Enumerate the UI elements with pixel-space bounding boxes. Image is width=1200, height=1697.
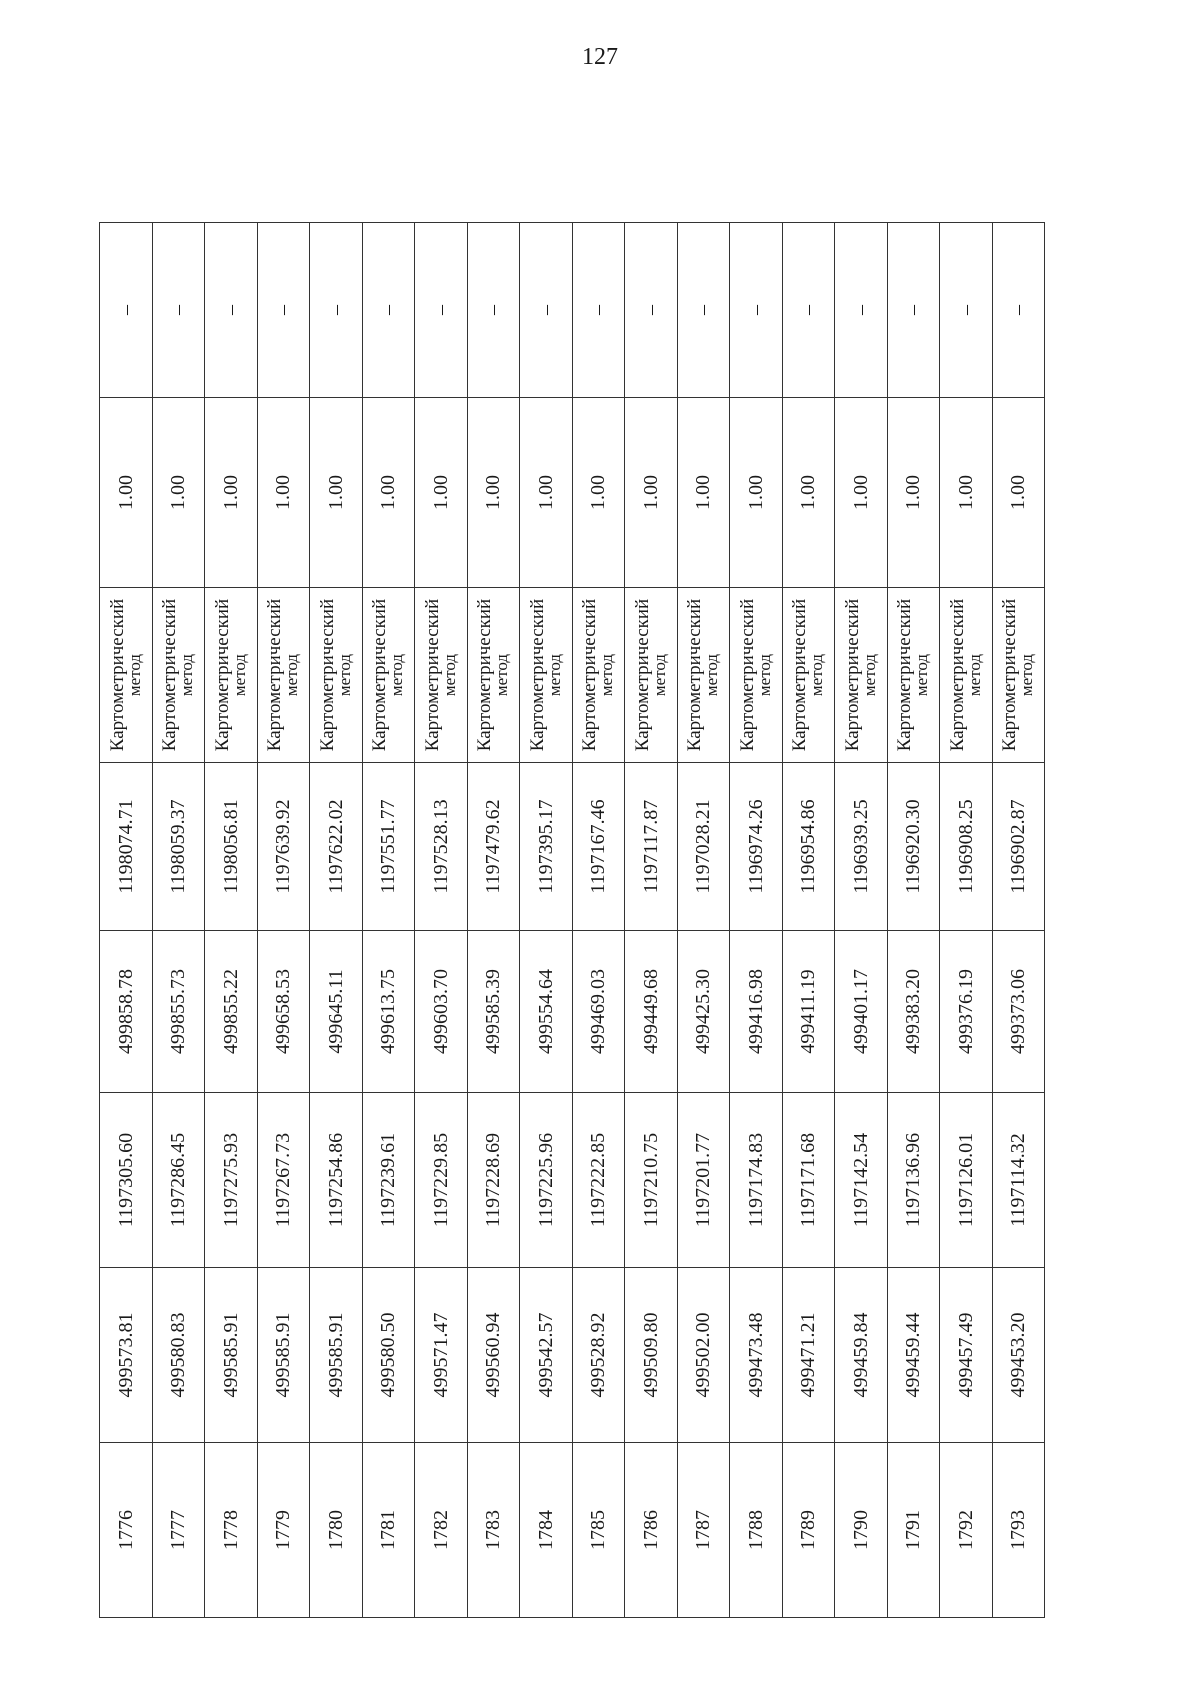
accuracy-cell: 1.00: [940, 398, 993, 588]
existing-x-cell: 499457.49: [940, 1268, 993, 1443]
method-line1: Картометрический: [841, 598, 863, 752]
method-line2: метод: [334, 653, 354, 697]
existing-x-cell: 499580.83: [152, 1268, 205, 1443]
existing-y-cell: 1197225.96: [520, 1093, 573, 1268]
accuracy-cell: 1.00: [887, 398, 940, 588]
existing-y-cell: 1197222.85: [572, 1093, 625, 1268]
existing-x-cell: 499471.21: [782, 1268, 835, 1443]
method-cell: [730, 588, 783, 763]
note-cell: –: [677, 223, 730, 398]
point-number-cell: 1791: [887, 1443, 940, 1618]
table-row: [415, 223, 468, 1618]
coordinates-table: [99, 222, 1045, 1618]
method-line1: Картометрический: [894, 598, 916, 752]
table-row: [730, 223, 783, 1618]
method-line2: метод: [859, 653, 879, 697]
new-y-cell: 1196954.86: [782, 763, 835, 931]
method-cell: [835, 588, 888, 763]
table-row: [940, 223, 993, 1618]
new-x-cell: 499554.64: [520, 931, 573, 1093]
method-line2: метод: [807, 653, 827, 697]
method-line2: метод: [1017, 653, 1037, 697]
existing-y-cell: 1197142.54: [835, 1093, 888, 1268]
new-x-cell: 499603.70: [415, 931, 468, 1093]
existing-x-cell: 499585.91: [310, 1268, 363, 1443]
method-cell: [257, 588, 310, 763]
method-line1: Картометрический: [211, 598, 233, 752]
point-number-cell: 1779: [257, 1443, 310, 1618]
method-line1: Картометрический: [421, 598, 443, 752]
point-number-cell: 1776: [100, 1443, 153, 1618]
point-number-cell: 1780: [310, 1443, 363, 1618]
rotated-table-container: [99, 223, 1045, 1618]
point-number-cell: 1777: [152, 1443, 205, 1618]
note-cell: –: [887, 223, 940, 398]
note-cell: –: [100, 223, 153, 398]
new-x-cell: 499855.73: [152, 931, 205, 1093]
method-line2: метод: [597, 653, 617, 697]
new-x-cell: 499416.98: [730, 931, 783, 1093]
table-row: [467, 223, 520, 1618]
new-x-cell: 499373.06: [992, 931, 1045, 1093]
method-line2: метод: [702, 653, 722, 697]
method-line2: метод: [124, 653, 144, 697]
method-line2: метод: [229, 653, 249, 697]
note-cell: –: [625, 223, 678, 398]
existing-y-cell: 1197126.01: [940, 1093, 993, 1268]
accuracy-cell: 1.00: [100, 398, 153, 588]
method-line1: Картометрический: [264, 598, 286, 752]
accuracy-cell: 1.00: [572, 398, 625, 588]
existing-x-cell: 499453.20: [992, 1268, 1045, 1443]
note-cell: –: [520, 223, 573, 398]
method-line1: Картометрический: [999, 598, 1021, 752]
existing-y-cell: 1197174.83: [730, 1093, 783, 1268]
note-cell: –: [730, 223, 783, 398]
point-number-cell: 1786: [625, 1443, 678, 1618]
existing-x-cell: 499528.92: [572, 1268, 625, 1443]
existing-x-cell: 499560.94: [467, 1268, 520, 1443]
existing-x-cell: 499573.81: [100, 1268, 153, 1443]
new-y-cell: 1196920.30: [887, 763, 940, 931]
new-x-cell: 499645.11: [310, 931, 363, 1093]
accuracy-cell: 1.00: [625, 398, 678, 588]
point-number-cell: 1784: [520, 1443, 573, 1618]
method-cell: [520, 588, 573, 763]
new-y-cell: 1198074.71: [100, 763, 153, 931]
accuracy-cell: 1.00: [730, 398, 783, 588]
point-number-cell: 1790: [835, 1443, 888, 1618]
new-y-cell: 1198059.37: [152, 763, 205, 931]
method-line1: Картометрический: [946, 598, 968, 752]
table-row: [362, 223, 415, 1618]
note-cell: –: [310, 223, 363, 398]
new-x-cell: 499411.19: [782, 931, 835, 1093]
point-number-cell: 1792: [940, 1443, 993, 1618]
new-x-cell: 499425.30: [677, 931, 730, 1093]
method-line1: Картометрический: [316, 598, 338, 752]
method-line1: Картометрический: [789, 598, 811, 752]
method-line2: метод: [912, 653, 932, 697]
existing-y-cell: 1197229.85: [415, 1093, 468, 1268]
new-x-cell: 499613.75: [362, 931, 415, 1093]
table-row: [677, 223, 730, 1618]
table-row: [992, 223, 1045, 1618]
new-y-cell: 1197117.87: [625, 763, 678, 931]
point-number-cell: 1793: [992, 1443, 1045, 1618]
point-number-cell: 1785: [572, 1443, 625, 1618]
existing-y-cell: 1197201.77: [677, 1093, 730, 1268]
existing-x-cell: 499509.80: [625, 1268, 678, 1443]
point-number-cell: 1789: [782, 1443, 835, 1618]
existing-x-cell: 499585.91: [257, 1268, 310, 1443]
existing-x-cell: 499580.50: [362, 1268, 415, 1443]
new-x-cell: 499383.20: [887, 931, 940, 1093]
accuracy-cell: 1.00: [520, 398, 573, 588]
existing-y-cell: 1197239.61: [362, 1093, 415, 1268]
new-x-cell: 499855.22: [205, 931, 258, 1093]
method-line2: метод: [492, 653, 512, 697]
new-y-cell: 1196908.25: [940, 763, 993, 931]
table-row: [205, 223, 258, 1618]
accuracy-cell: 1.00: [992, 398, 1045, 588]
note-cell: –: [782, 223, 835, 398]
accuracy-cell: 1.00: [257, 398, 310, 588]
new-x-cell: 499585.39: [467, 931, 520, 1093]
existing-x-cell: 499459.44: [887, 1268, 940, 1443]
method-cell: [467, 588, 520, 763]
accuracy-cell: 1.00: [152, 398, 205, 588]
note-cell: –: [257, 223, 310, 398]
existing-y-cell: 1197136.96: [887, 1093, 940, 1268]
accuracy-cell: 1.00: [205, 398, 258, 588]
new-x-cell: 499469.03: [572, 931, 625, 1093]
table-body: [100, 223, 1045, 1618]
point-number-cell: 1782: [415, 1443, 468, 1618]
existing-x-cell: 499542.57: [520, 1268, 573, 1443]
table-row: [520, 223, 573, 1618]
table-row: [100, 223, 153, 1618]
method-line1: Картометрический: [369, 598, 391, 752]
method-line1: Картометрический: [736, 598, 758, 752]
existing-y-cell: 1197286.45: [152, 1093, 205, 1268]
method-cell: [625, 588, 678, 763]
method-line2: метод: [439, 653, 459, 697]
new-y-cell: 1197479.62: [467, 763, 520, 931]
existing-y-cell: 1197267.73: [257, 1093, 310, 1268]
accuracy-cell: 1.00: [677, 398, 730, 588]
note-cell: –: [205, 223, 258, 398]
note-cell: –: [152, 223, 205, 398]
page-number: 127: [582, 44, 618, 70]
table-row: [835, 223, 888, 1618]
point-number-cell: 1783: [467, 1443, 520, 1618]
method-line2: метод: [754, 653, 774, 697]
table-row: [625, 223, 678, 1618]
method-line2: метод: [649, 653, 669, 697]
point-number-cell: 1788: [730, 1443, 783, 1618]
accuracy-cell: 1.00: [467, 398, 520, 588]
note-cell: –: [940, 223, 993, 398]
note-cell: –: [415, 223, 468, 398]
table-row: [572, 223, 625, 1618]
note-cell: –: [467, 223, 520, 398]
accuracy-cell: 1.00: [362, 398, 415, 588]
existing-x-cell: 499459.84: [835, 1268, 888, 1443]
method-cell: [205, 588, 258, 763]
new-y-cell: 1197395.17: [520, 763, 573, 931]
point-number-cell: 1781: [362, 1443, 415, 1618]
new-y-cell: 1197528.13: [415, 763, 468, 931]
new-y-cell: 1196902.87: [992, 763, 1045, 931]
new-x-cell: 499658.53: [257, 931, 310, 1093]
new-y-cell: 1197167.46: [572, 763, 625, 931]
method-line2: метод: [387, 653, 407, 697]
method-line2: метод: [964, 653, 984, 697]
method-line1: Картометрический: [526, 598, 548, 752]
existing-x-cell: 499502.00: [677, 1268, 730, 1443]
new-x-cell: 499401.17: [835, 931, 888, 1093]
method-line2: метод: [177, 653, 197, 697]
note-cell: –: [362, 223, 415, 398]
existing-y-cell: 1197114.32: [992, 1093, 1045, 1268]
accuracy-cell: 1.00: [415, 398, 468, 588]
method-cell: [310, 588, 363, 763]
existing-x-cell: 499473.48: [730, 1268, 783, 1443]
method-cell: [677, 588, 730, 763]
method-cell: [100, 588, 153, 763]
note-cell: –: [992, 223, 1045, 398]
new-y-cell: 1197028.21: [677, 763, 730, 931]
existing-y-cell: 1197228.69: [467, 1093, 520, 1268]
accuracy-cell: 1.00: [782, 398, 835, 588]
existing-y-cell: 1197305.60: [100, 1093, 153, 1268]
existing-y-cell: 1197210.75: [625, 1093, 678, 1268]
method-line1: Картометрический: [631, 598, 653, 752]
existing-x-cell: 499571.47: [415, 1268, 468, 1443]
existing-x-cell: 499585.91: [205, 1268, 258, 1443]
method-line2: метод: [282, 653, 302, 697]
new-x-cell: 499858.78: [100, 931, 153, 1093]
method-cell: [415, 588, 468, 763]
note-cell: –: [572, 223, 625, 398]
new-y-cell: 1197639.92: [257, 763, 310, 931]
table-row: [887, 223, 940, 1618]
new-x-cell: 499376.19: [940, 931, 993, 1093]
method-cell: [992, 588, 1045, 763]
accuracy-cell: 1.00: [310, 398, 363, 588]
table-row: [782, 223, 835, 1618]
method-cell: [940, 588, 993, 763]
point-number-cell: 1778: [205, 1443, 258, 1618]
new-y-cell: 1197622.02: [310, 763, 363, 931]
new-y-cell: 1197551.77: [362, 763, 415, 931]
method-line1: Картометрический: [579, 598, 601, 752]
method-line1: Картометрический: [684, 598, 706, 752]
method-cell: [362, 588, 415, 763]
method-cell: [782, 588, 835, 763]
method-line2: метод: [544, 653, 564, 697]
accuracy-cell: 1.00: [835, 398, 888, 588]
method-cell: [887, 588, 940, 763]
new-y-cell: 1196939.25: [835, 763, 888, 931]
table-row: [257, 223, 310, 1618]
new-y-cell: 1198056.81: [205, 763, 258, 931]
method-cell: [152, 588, 205, 763]
table-row: [310, 223, 363, 1618]
existing-y-cell: 1197275.93: [205, 1093, 258, 1268]
existing-y-cell: 1197171.68: [782, 1093, 835, 1268]
existing-y-cell: 1197254.86: [310, 1093, 363, 1268]
note-cell: –: [835, 223, 888, 398]
new-y-cell: 1196974.26: [730, 763, 783, 931]
method-line1: Картометрический: [159, 598, 181, 752]
table-row: [152, 223, 205, 1618]
method-line1: Картометрический: [474, 598, 496, 752]
point-number-cell: 1787: [677, 1443, 730, 1618]
method-line1: Картометрический: [106, 598, 128, 752]
new-x-cell: 499449.68: [625, 931, 678, 1093]
method-cell: [572, 588, 625, 763]
